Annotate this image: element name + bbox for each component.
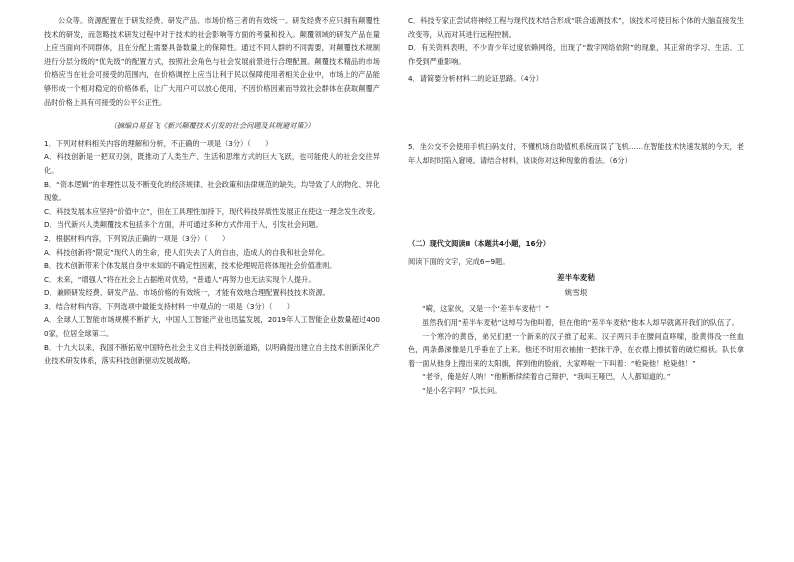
- reading-instruction: 阅读下面的文字，完成6~9题。: [408, 256, 510, 266]
- question-4-stem: 4．请简要分析材料二的论证思路。（4分）: [408, 74, 543, 84]
- question-3-option-b: B．十九大以来，我国不断拓宽中国特色社会主义自主科技创新道路，以明确提出建立自主技术创新深化产业技术研发体系，落实科技创新驱动发展战略。: [44, 342, 380, 366]
- question-2-option-d: D．兼顾研发经费、研发产品、市场价格的有效统一，才能有效地合理配置科技技术资源。: [44, 288, 330, 298]
- question-5-stem: 5．坐公交不会使用手机扫码支付，不懂机场自助值机系统而误了飞机……在智能技术快速发展的今天，老年人却时时陷入窘境。请结合材料，谈谈你对这种现象的看法。（6分）: [408, 141, 744, 165]
- source-citation: （摘编自易显飞《新兴颠覆技术引发的社会问题及其规避对策》）: [109, 121, 315, 131]
- story-paragraph-3: 一个寒冷的黄昏，弟兄们把一个新来的汉子推了起来。汉子两只手在腰间直哆嗦，脸黄得没一丝血色，两条鼻涕像是几乎垂在了上来。他还不时用衣袖抽一把抹干净，在衣襟上擦拭着的破烂棉袄。队长拿着一面从他身上搜出来的太阳旗，挥到他的脸前，大家哗啦一下叫着：“枪毙他！枪毙他！”: [408, 331, 744, 368]
- question-1-option-b: B．“资本逻辑”的非理性以及不断变化的经济规律、社会政策和法律规范的缺失，均导致了人的物化、异化现象。: [44, 179, 380, 203]
- story-author: 姚雪垠: [564, 288, 588, 298]
- question-1-option-c: C．科技发展本应坚持“价值中立”，但在工具理性加持下，现代科技异质性发展正在使这一理念发生改变。: [44, 206, 380, 216]
- question-2-option-b: B．技术创新带来个体发展自身中未知的不确定性因素，技术伦理规范将体现社会价值准则。: [44, 261, 337, 271]
- question-2-stem: 2．根据材料内容，下列说法正确的一项是（3分）（ ）: [44, 233, 230, 243]
- story-paragraph-5: “是小名字吗？”队长问。: [422, 385, 502, 395]
- question-2-option-a: A．科技创新将“限定”现代人的生命，使人们失去了人的自由，造成人的自我和社会异化。: [44, 247, 330, 257]
- question-1-option-d: D．当代新兴人类颠覆技术包括多个方面，并可通过多种方式作用于人，引发社会问题。: [44, 220, 323, 230]
- question-3-option-d: D．有关资料表明，不少青少年过度依赖网络，出现了“数字网络依附”的现象，其正常的学习、生活、工作受到严重影响。: [408, 43, 744, 66]
- question-1-stem: 1．下列对材料相关内容的理解和分析，不正确的一项是（3分）（ ）: [44, 138, 273, 148]
- question-2-option-c: C．未来，“增强人”将在社会上占据绝对优势，“普通人”再努力也无法实现个人提升。: [44, 274, 316, 284]
- question-3-stem: 3．结合材料内容，下列选项中最能支持材料一中观点的一项是（3分）（ ）: [44, 301, 294, 311]
- story-paragraph-2: 虽然我们用“差半车麦秸”这绰号为他叫着，但在他的“差半车麦秸”他本人却早就离开我们的队伍了。: [422, 317, 739, 327]
- left-column: [44, 14, 380, 368]
- question-3-option-a: A．全球人工智能市场规模不断扩大，中国人工智能产业也迅猛发展，2019年人工智能企业数量超过4000家，位居全球第二。: [44, 315, 380, 339]
- passage-paragraph: 公众等。资源配置在于研发经费、研发产品、市场价格三者的有效统一。研发经费不应只拥有颠覆性技术的研发，而忽略技术研发过程中对于技术的社会影响等方面的考量和投入。颠覆领域的研发产品在量上应当面向不同群体，且在分配上需要具备数量上的保障性。通过不同人群的不同需要，对颠覆技术规制进行分层分级的“优先级”的配置方式，按照社会角色与社会发展前景进行合理配置。颠覆技术精品的市场价格应当在社会可接受的范围内，在价格调控上应当让利于民以保障使用者相关企业中，市场上的产品能够形成一个相对稳定的价格体系，让广大用户可以放心使用，不因价格因素而导致社会群体在获取颠覆产品时价格上具有可接受的公平公正性。: [44, 16, 380, 107]
- story-paragraph-4: “老爷，俺是好人呐！”他断断续续着自己辩护，“我叫王哑巴，人人都知道的。”: [422, 372, 671, 382]
- story-title: 差半车麦秸: [557, 273, 595, 283]
- question-3-option-c: C．科技专家正尝试将神经工程与现代技术结合形成“联合遥测技术”，该技术可使目标个体的大脑直接发生改变等，从而对其进行远程控制。: [408, 16, 744, 39]
- section-heading: （二）现代文阅读Ⅱ（本题共4小题，16分）: [408, 239, 550, 249]
- question-1-option-a: A．科技创新是一把双刃剑，既推动了人类生产、生活和思维方式的巨大飞跃，也可能使人的社会交往异化。: [44, 152, 380, 175]
- story-paragraph-1: “嗬，这家伙，又是一个‘差半车麦秸’！”: [422, 304, 550, 314]
- right-column: [408, 14, 744, 398]
